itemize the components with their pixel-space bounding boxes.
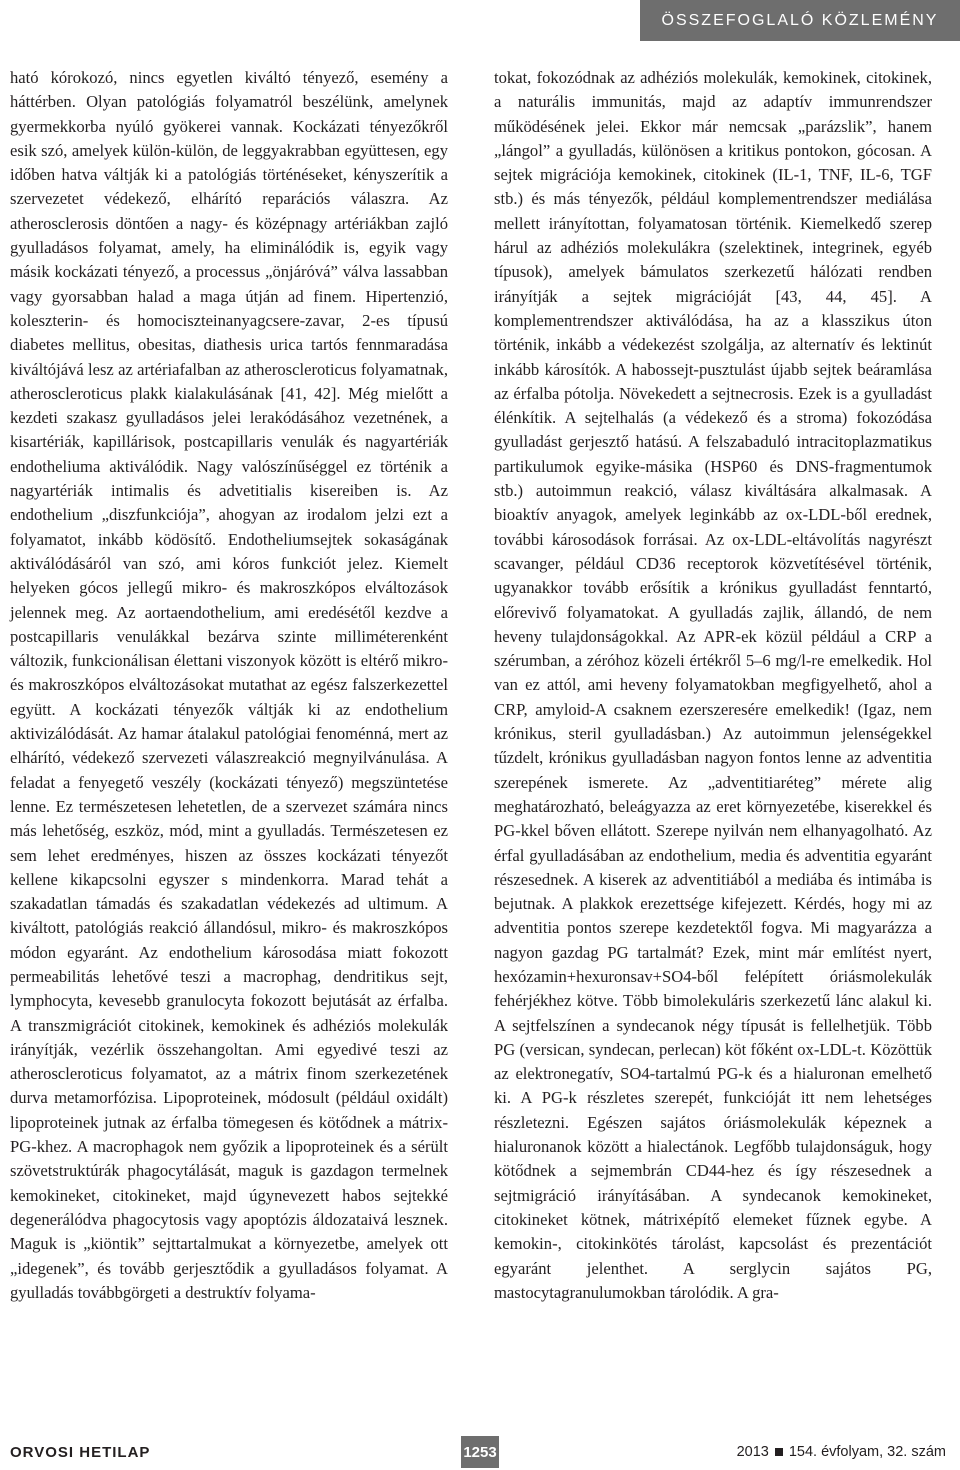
journal-name: ORVOSI HETILAP	[10, 1444, 151, 1461]
issue-year: 2013	[736, 1444, 769, 1460]
page-number-box	[461, 1436, 499, 1468]
page-footer	[0, 1434, 960, 1470]
issue-info	[737, 1444, 946, 1460]
page-number: 1253	[463, 1443, 497, 1461]
square-separator-icon	[775, 1448, 783, 1456]
left-column-text: ható kórokozó, nincs egyetlen kiváltó tényező, esemény a háttérben. Olyan patológiás folyamatról beszélünk, amelynek gyermekkorba nyúló gyökerei vannak. Kockázati tényezőkről esik szó, amelyek külön-külön, de leggyakrabban együttesen, egy időben hatva váltják ki a patológiás történéseket, kényszerítik a szervezetet védekező, elhárító reparációs válaszra. Az atherosclerosis döntően a nagy- és középnagy artériákban zajló gyulladásos folyamat, amely, ha eliminálódik is, egyik vagy másik kockázati tényező, a processus „önjáróvá” válva lassabban vagy gyorsabban halad a maga útján ad finem. Hipertenzió, koleszterin- és homociszteinanyagcsere-zavar, 2-es típusú diabetes mellitus, obesitas, diathesis urica tartós fennmaradása kiváltójává lesz az artériafalban az atheroscleroticus folyamatnak, atheroscleroticus plakk kialakulásának [41, 42]. Még mielőtt a kezdeti szakasz gyulladásos jelei lerakódásához vezetnének, a kisartériák, kapillárisok, postcapillaris venulák és nagyartériák endotheliuma aktiválódik. Nagy valószínűséggel ez történik a nagyartériák intimalis és advetitialis kisereiben is. Az endothelium „diszfunkciója”, ahogyan az irodalom jelzi ezt a folyamatot, inkább ködösítő. Endotheliumsejtek sokaságának aktiválódásáról van szó, ami kóros funkciót jelez. Kiemelt helyeken gócos jellegű mikro- és makroszkópos elváltozások jelennek meg. Az aortaendothelium, ami eredésétől kezdve a postcapillaris venulákkal bezárva szinte milliméterenként változik, funkcionálisan élettani viszonyok között is eltérő mikro- és makroszkópos elváltozásokat mutathat az egész falszerkezettel együtt. A kockázati tényezők váltják ki az endothelium aktivizálódását. Az hamar átalakul patológiai fenoménná, mert az elhárító, védekező szervezeti válaszreakció megnyilvánulása. A feladat a fenyegető veszély (kockázati tényező) megszüntetése lenne. Ez természetesen lehetetlen, de a szervezet számára nincs más lehetőség, eszköz, mód, mint a gyulladás. Természetesen ez sem lehet eredményes, hiszen az összes kockázati tényezőt kellene kikapcsolni egyszer s mindenkorra. Marad tehát a szakadatlan támadás és szakadatlan védekezés ad ultimum. A kiváltott, patológiás reakció állandósul, mikro- és makroszkópos módon egyaránt. Az endothelium károsodása miatt fokozott permeabilitás lehetővé teszi a macrophag, dendritikus sejt, lymphocyta, kevesebb granulocyta fokozott bejutását az érfalba. A transzmigrációt citokinek, kemokinek és adhéziós molekulák irányítják, vezérlik összehangoltan. Ami egyedivé teszi az atheroscleroticus folyamatot, az a mátrix finom szerkezetének durva metamorfózisa. Lipoproteinek, módosult (például oxidált) lipoproteinek jutnak az érfalba tömegesen és kötődnek a mátrix-PG-khez. A macrophagok nem győzik a lipoproteinek és a sérült szövetstruktúrák phagocytálását, maguk is gazdagon termelnek kemokineket, citokineket, majd úgynevezett habos sejtekké degenerálódva phagocytosis vagy apoptózis áldozataivá lesznek. Maguk is „kiöntik” sejttartalmukat a környezetbe, amelyek ott „idegenek”, és tovább gerjesztődik a gyulladásos folyamat. A gyulladás továbbgörgeti a destruktív folyama-	[10, 68, 448, 1302]
section-title: ÖSSZEFOGLALÓ KÖZLEMÉNY	[661, 11, 939, 29]
page-header	[0, 0, 960, 41]
right-column-text: tokat, fokozódnak az adhéziós molekulák, kemokinek, citokinek, a naturális immunitás, majd az adaptív immunrendszer működésének jelei. Ekkor már nemcsak „parázslik”, hanem „lángol” a gyulladás, különösen a kritikus pontokon, gócosan. A sejtek migrációja kemokinek, citokinek (IL-1, TNF, IL-6, TGF stb.) és más tényezők, például komplementrendszer mediálása mellett irányítottan, folyamatosan történik. Kiemelkedő szerep hárul az adhéziós molekulákra (szelektinek, integrinek, egyéb típusok), amelyek bámulatos szerkezetű hálózati rendben irányítják a sejtek migrációját [43, 44, 45]. A komplementrendszer aktiválódása, ha az a klasszikus úton történik, inkább a védekezést szolgálja, az alternatív és lektinút inkább károsítók. A habossejt-pusztulást újabb sejtek beáramlása az érfalba pótolja. Növekedett a sejtnecrosis. Ezek is a gyulladást élénkítik. A sejtelhalás (a védekező és a stroma) fokozódása gyulladást gerjesztő hatású. A felszabaduló intracitoplazmatikus partikulumok egyike-másika (HSP60 és DNS-fragmentumok stb.) autoimmun reakció, válasz kiváltására alkalmasak. A bioaktív anyagok, amelyek leginkább az ox-LDL-ből erednek, további károsodások forrásai. Az ox-LDL-eltávolítás nagyrészt scavanger, például CD36 receptorok közvetítésével történik, ugyanakkor tovább erősítik a krónikus gyulladást fenntartó, előrevivő folyamatokat. A gyulladás zajlik, állandó, de nem heveny tulajdonságokkal. Az APR-ek közül például a CRP a szérumban, a zéróhoz közeli értékről 5–6 mg/l-re emelkedik. Hol van ez attól, ami heveny folyamatokban megfigyelhető, ahol a CRP, amyloid-A csaknem ezerszeresére emelkedik! (Igaz, nem krónikus, steril gyulladásban.) Az autoimmun jelenségekkel tűzdelt, krónikus gyulladásban nagyon fontos lenne az adventitia szerepének ismerete. Az „adventitiaréteg” mérete alig meghatározható, beleágyazza az eret környezetébe, kiserekkel és PG-kkel bőven ellátott. Szerepe nyilván nem elhanyagolható. Az érfal gyulladásában az endothelium, media és adventitia egyaránt részesednek. A kiserek az adventitiából a mediába és intimába is bejutnak. A plakkok erezettsége kifejezett. Kérdés, hogy mi az adventitia pontos szerepe kezdetektől fogva. Mi magyarázza a nagyon gazdag PG tartalmát? Ezek, mint már említést nyert, hexózamin+hexuronsav+SO4-ből felépített óriásmolekulák fehérjékhez kötve. Több bimolekuláris szerkezetű lánc alakul ki. A sejtfelszínen a syndecanok négy típusát is fellelhetjük. Több PG (versican, syndecan, perlecan) köt főként ox-LDL-t. Közöttük az elektronegatív, SO4-tartalmú PG-k és a hialuronan emelhető ki. A PG-k részletes szerepét, funkcióját itt nem lehetséges részletezni. Egészen sajátos óriásmolekulák képeznek a hialuronanok között a hialectánok. Legfőbb tulajdonságuk, hogy kötődnek a sejmembrán CD44-hez és így részesednek a sejtmigráció irányításában. A syndecanok kemokineket, citokineket kötnek, mátrixépítő elemeket fűznek egybe. A kemokin-, citokinkötés tárolást, kapcsolást és prezentációt egyaránt jelenthet. A serglycin sajátos PG, mastocytagranulumokban tárolódik. A gra-	[494, 68, 932, 1302]
section-banner	[640, 0, 960, 41]
right-column	[494, 66, 932, 1305]
left-column	[10, 66, 448, 1305]
issue-volume: 154. évfolyam, 32. szám	[788, 1444, 946, 1460]
